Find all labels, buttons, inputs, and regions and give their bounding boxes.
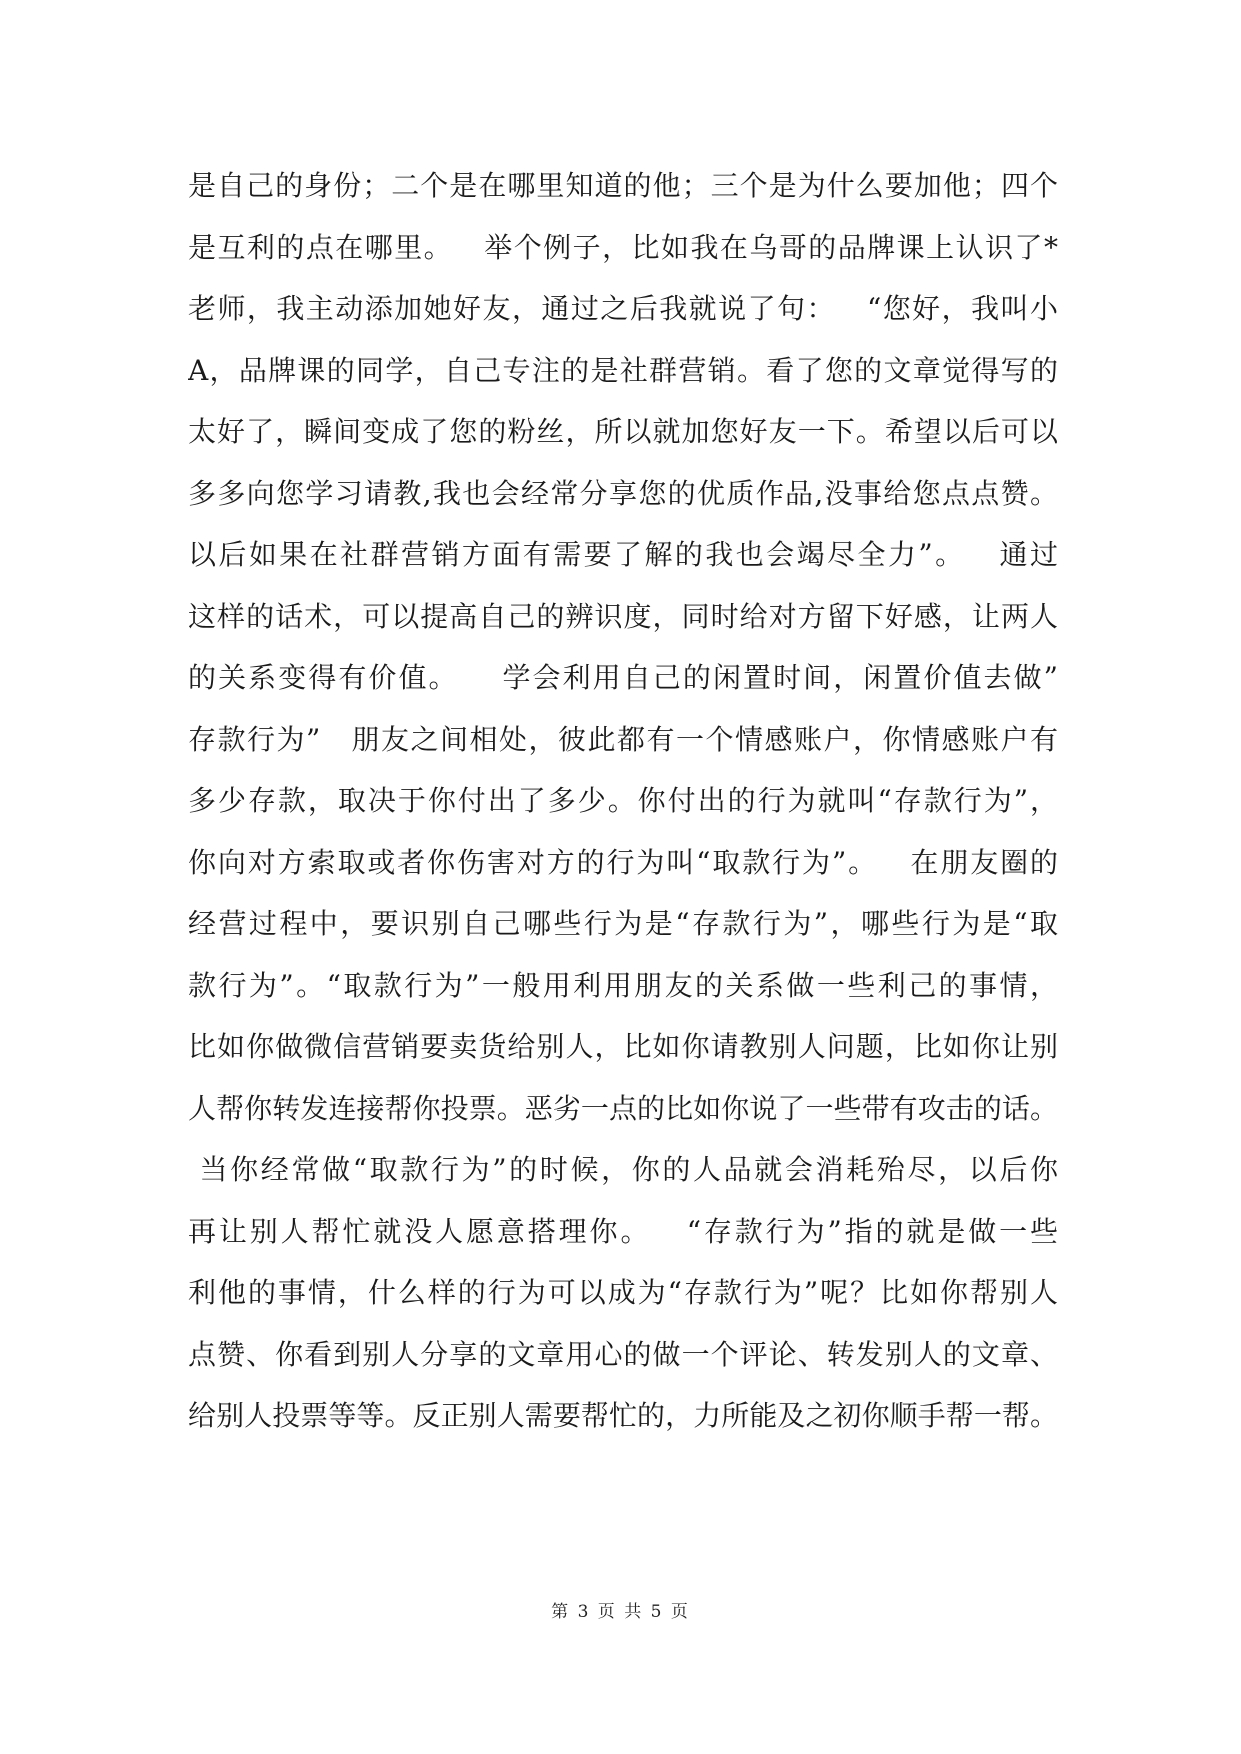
text-line: 以后如果在社群营销方面有需要了解的我也会竭尽全力”。 通过 — [188, 538, 1058, 571]
text-line: 老师，我主动添加她好友，通过之后我就说了句： “您好，我叫小 — [188, 292, 1058, 325]
text-line: 利他的事情，什么样的行为可以成为“存款行为”呢？比如你帮别人 — [188, 1276, 1058, 1309]
text-line: 款行为”。“取款行为”一般用利用朋友的关系做一些利己的事情， — [188, 968, 1058, 1002]
text-line: 点赞、你看到别人分享的文章用心的做一个评论、转发别人的文章、 — [188, 1337, 1058, 1371]
text-line: 当你经常做“取款行为”的时候，你的人品就会消耗殆尽，以后你 — [188, 1153, 1058, 1186]
text-line: A，品牌课的同学，自己专注的是社群营销。看了您的文章觉得写的 — [188, 353, 1058, 387]
text-line: 存款行为” 朋友之间相处，彼此都有一个情感账户，你情感账户有 — [188, 722, 1058, 756]
body-text — [188, 155, 1058, 1447]
text-line: 经营过程中，要识别自己哪些行为是“存款行为”，哪些行为是“取 — [188, 907, 1058, 940]
text-line: 太好了，瞬间变成了您的粉丝，所以就加您好友一下。希望以后可以 — [188, 415, 1058, 448]
text-line: 的关系变得有价值。 学会利用自己的闲置时间，闲置价值去做” — [188, 661, 1058, 694]
text-line: 是互利的点在哪里。 举个例子，比如我在乌哥的品牌课上认识了* — [188, 230, 1058, 264]
text-line: 人帮你转发连接帮你投票。恶劣一点的比如你说了一些带有攻击的话。 — [188, 1091, 1058, 1125]
text-line: 多少存款，取决于你付出了多少。你付出的行为就叫“存款行为”， — [188, 784, 1058, 817]
text-line: 再让别人帮忙就没人愿意搭理你。 “存款行为”指的就是做一些 — [188, 1214, 1058, 1248]
text-line: 是自己的身份；二个是在哪里知道的他；三个是为什么要加他；四个 — [188, 169, 1058, 202]
text-line: 多多向您学习请教,我也会经常分享您的优质作品,没事给您点点赞。 — [188, 476, 1058, 510]
text-line: 给别人投票等等。反正别人需要帮忙的，力所能及之初你顺手帮一帮。 — [188, 1399, 1058, 1432]
text-line: 比如你做微信营销要卖货给别人，比如你请教别人问题，比如你让别 — [188, 1030, 1058, 1063]
text-line: 这样的话术，可以提高自己的辨识度，同时给对方留下好感，让两人 — [188, 599, 1058, 633]
page-number-footer: 第 3 页 共 5 页 — [551, 1602, 690, 1622]
text-line: 你向对方索取或者你伤害对方的行为叫“取款行为”。 在朋友圈的 — [188, 845, 1058, 879]
